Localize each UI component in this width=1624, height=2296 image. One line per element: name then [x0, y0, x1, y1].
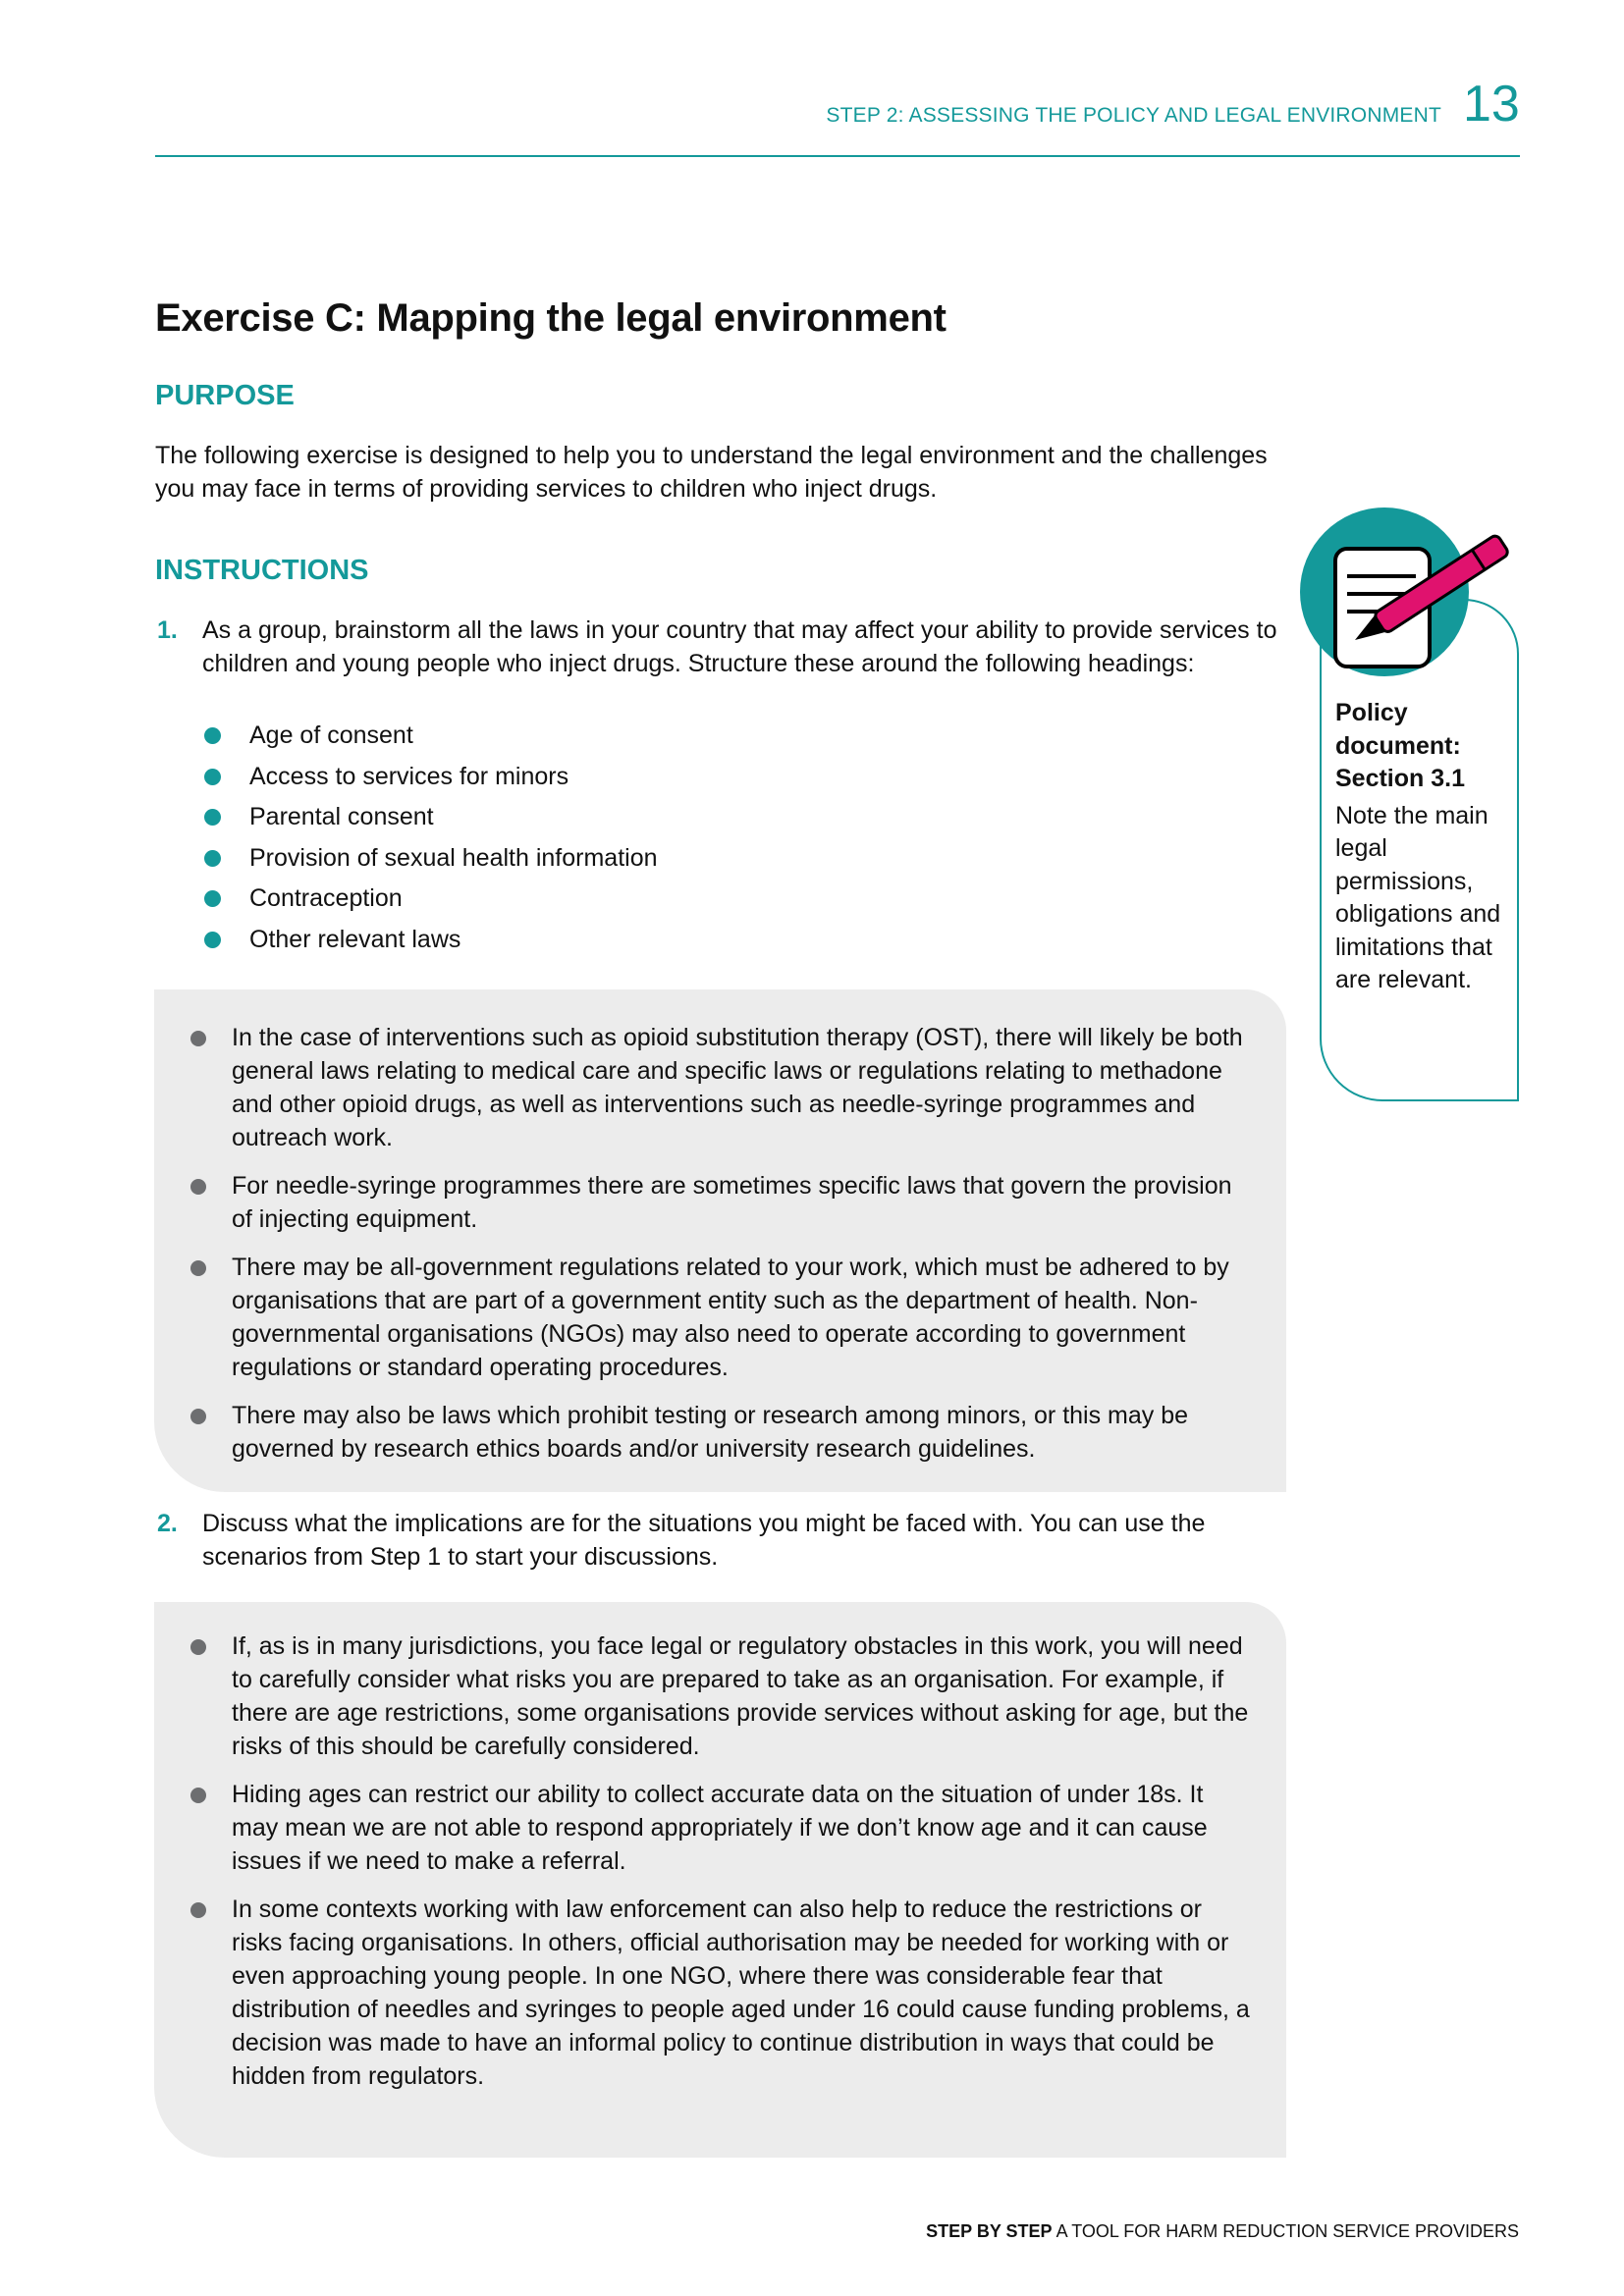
purpose-text: The following exercise is designed to help you to understand the legal environment and the challenges you may face in terms of providing services to children who inject drugs. — [155, 442, 1268, 503]
running-header: STEP 2: ASSESSING THE POLICY AND LEGAL ENVIRONMENT — [826, 104, 1441, 127]
page-title: Exercise C: Mapping the legal environment — [155, 296, 947, 340]
list-item: Other relevant laws — [204, 923, 658, 964]
list-item: Parental consent — [204, 800, 658, 841]
instructions-heading: INSTRUCTIONS — [155, 555, 369, 586]
instruction-step-1 — [155, 614, 1294, 680]
footer-brand: STEP BY STEP — [926, 2221, 1053, 2241]
note-item: In the case of interventions such as opioid substitution therapy (OST), there will likely be both general laws relating to medical care and specific laws or regulations relating to methadone and other opioid drugs, as well as interventions such as needle-syringe programmes and outreach work. — [188, 1021, 1253, 1154]
reference-line-1: Policy — [1335, 699, 1408, 726]
bullet-icon — [190, 1639, 206, 1655]
notes-list — [188, 1021, 1253, 1480]
notes-list — [188, 1629, 1253, 2108]
note-item: If, as is in many jurisdictions, you face legal or regulatory obstacles in this work, you will need to carefully consider what risks you are prepared to take as an organisation. For example, if there are age restrictions, some organisations provide services without asking for age, but the risks of this should be carefully considered. — [188, 1629, 1253, 1763]
note-item: For needle-syringe programmes there are sometimes specific laws that govern the provision of injecting equipment. — [188, 1169, 1253, 1236]
list-item: Access to services for minors — [204, 760, 658, 801]
bullet-icon — [190, 1902, 206, 1918]
note-item: Hiding ages can restrict our ability to collect accurate data on the situation of under 18s. It may mean we are not able to respond appropriately if we don’t know age and it can cause issues if we need to make a referral. — [188, 1778, 1253, 1878]
step-text: Discuss what the implications are for the situations you might be faced with. You can use the scenarios from Step 1 to start your discussions. — [202, 1510, 1206, 1571]
footer — [589, 2221, 1519, 2242]
bullet-icon — [204, 727, 221, 744]
document-with-pen-icon — [1296, 507, 1532, 684]
list-item: Contraception — [204, 881, 658, 923]
reference-line-2: document: — [1335, 731, 1461, 760]
bullet-icon — [190, 1409, 206, 1424]
note-item: There may be all-government regulations related to your work, which must be adhered to by organisations that are part of a government entity such as the department of health. Non-governmental organisations (NGOs) may also need to operate according to government regulations or standard operating procedures. — [188, 1251, 1253, 1384]
step-number: 1. — [157, 616, 178, 644]
list-item: Age of consent — [204, 719, 658, 760]
list-item: Provision of sexual health information — [204, 841, 658, 882]
reference-line-3: Section 3.1 — [1335, 765, 1465, 792]
instruction-step-2 — [155, 1507, 1294, 1574]
bullet-icon — [204, 850, 221, 867]
notes-box-2 — [154, 1602, 1286, 2158]
bullet-icon — [204, 769, 221, 785]
bullet-icon — [204, 809, 221, 826]
purpose-heading: PURPOSE — [155, 380, 295, 411]
note-item: There may also be laws which prohibit testing or research among minors, or this may be governed by research ethics boards and/or university research guidelines. — [188, 1399, 1253, 1466]
sidebar-note: Note the main legal permissions, obligations and limitations that are relevant. — [1335, 801, 1501, 993]
page-number: 13 — [1463, 76, 1520, 133]
bullet-icon — [204, 890, 221, 907]
bullet-icon — [190, 1788, 206, 1803]
step-number: 2. — [157, 1510, 178, 1537]
header-divider — [155, 155, 1520, 157]
notes-box-1 — [154, 989, 1286, 1492]
step-text: As a group, brainstorm all the laws in your country that may affect your ability to provide services to children and young people who inject drugs. Structure these around the following headings: — [202, 616, 1277, 677]
note-item: In some contexts working with law enforcement can also help to reduce the restrictions or risks facing organisations. In others, official authorisation may be needed for working with or even approaching young people. In one NGO, where there was considerable fear that distribution of needles and syringes to people aged under 16 could cause funding problems, a decision was made to have an informal policy to continue distribution in ways that could be hidden from regulators. — [188, 1893, 1253, 2093]
bullet-icon — [190, 1260, 206, 1276]
bullet-icon — [190, 1031, 206, 1046]
footer-tagline: A TOOL FOR HARM REDUCTION SERVICE PROVIDERS — [1052, 2221, 1519, 2241]
headings-list — [204, 719, 658, 963]
bullet-icon — [190, 1179, 206, 1195]
bullet-icon — [204, 932, 221, 948]
sidebar-text — [1335, 697, 1512, 997]
